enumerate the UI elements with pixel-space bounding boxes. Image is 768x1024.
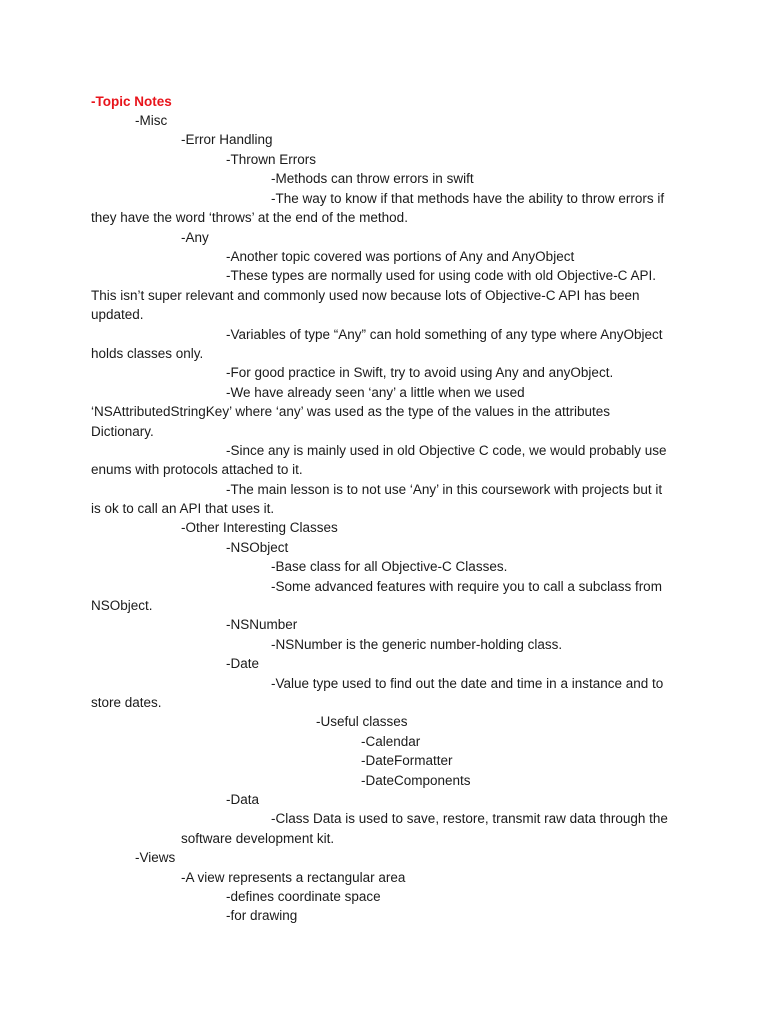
outline-line: -Useful classes xyxy=(316,714,408,729)
outline-line: -Calendar xyxy=(361,734,421,749)
outline-line: -Date xyxy=(226,656,260,671)
outline-line: -Methods can throw errors in swift xyxy=(271,171,474,186)
outline-line: -Thrown Errors xyxy=(226,152,317,167)
outline-line: -Base class for all Objective-C Classes. xyxy=(271,559,508,574)
outline-line: software development kit. xyxy=(181,831,335,846)
outline-line: -Some advanced features with require you to call a subclass from xyxy=(271,579,662,594)
outline-line: -Data xyxy=(226,792,260,807)
outline-line: -defines coordinate space xyxy=(226,889,381,904)
outline-line: is ok to call an API that uses it. xyxy=(91,501,275,516)
outline-line: -Class Data is used to save, restore, transmit raw data through the xyxy=(271,811,668,826)
outline-line: -Since any is mainly used in old Objective C code, we would probably use xyxy=(226,443,667,458)
outline-line: -DateFormatter xyxy=(361,753,453,768)
outline-line: -Any xyxy=(181,230,209,245)
outline-line: -The main lesson is to not use ‘Any’ in this coursework with projects but it xyxy=(226,482,663,497)
outline-line: Dictionary. xyxy=(91,424,154,439)
outline-line: store dates. xyxy=(91,695,162,710)
outline-line: -Value type used to find out the date and time in a instance and to xyxy=(271,676,664,691)
outline-line: updated. xyxy=(91,307,144,322)
outline-line: NSObject. xyxy=(91,598,153,613)
outline-line: -These types are normally used for using code with old Objective-C API. xyxy=(226,268,656,283)
outline-line: -For good practice in Swift, try to avoid using Any and anyObject. xyxy=(226,365,614,380)
outline-line: -Another topic covered was portions of Any and AnyObject xyxy=(226,249,575,264)
outline-line: ‘NSAttributedStringKey’ where ‘any’ was used as the type of the values in the attributes xyxy=(91,404,611,419)
outline-line: This isn’t super relevant and commonly used now because lots of Objective-C API has been xyxy=(91,288,640,303)
outline-line: holds classes only. xyxy=(91,346,204,361)
outline-line: -NSObject xyxy=(226,540,289,555)
outline-line: -The way to know if that methods have the ability to throw errors if xyxy=(271,191,665,206)
outline-line: -Views xyxy=(135,850,176,865)
outline-line: -Misc xyxy=(135,113,168,128)
outline-line: -DateComponents xyxy=(361,773,471,788)
outline-line: -Error Handling xyxy=(181,132,273,147)
outline-line: -Variables of type “Any” can hold something of any type where AnyObject xyxy=(226,327,663,342)
outline-line: enums with protocols attached to it. xyxy=(91,462,303,477)
outline-line: -A view represents a rectangular area xyxy=(181,870,406,885)
outline-line: -NSNumber is the generic number-holding class. xyxy=(271,637,563,652)
outline-line: they have the word ‘throws’ at the end of the method. xyxy=(91,210,408,225)
outline-line: -for drawing xyxy=(226,908,298,923)
outline-line: -NSNumber xyxy=(226,617,298,632)
outline-line: -We have already seen ‘any’ a little when we used xyxy=(226,385,525,400)
outline-line: -Other Interesting Classes xyxy=(181,520,338,535)
page-title: -Topic Notes xyxy=(91,94,172,109)
